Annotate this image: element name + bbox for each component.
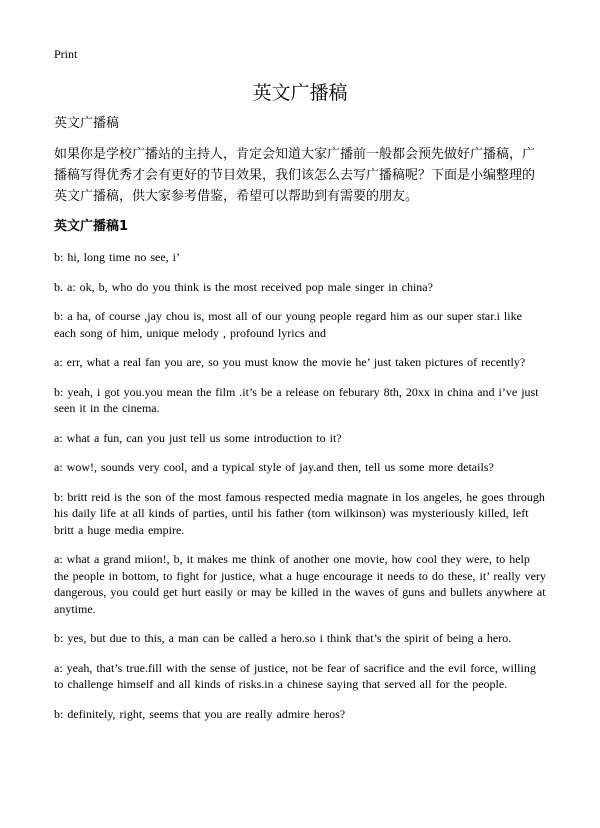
dialogue-paragraph: b: yeah, i got you.you mean the film .it’s be a release on feburary 8th, 20xx in china and i’ve just seen it in the cinema. [54,384,539,415]
dialogue-paragraph: a: what a grand miion!, b, it makes me think of another one movie, how cool they were, to help the people in bottom, to fight for justice, what a huge encourage it needs to do these, it’ really very dangerous, you could get hurt easily or may be killed in the waves of guns and bullets anywhere at anytime. [54,552,546,616]
dialogue-body [54,249,546,722]
dialogue-paragraph: b. a: ok, b, who do you think is the most received pop male singer in china? [54,279,433,294]
dialogue-paragraph: a: what a fun, can you just tell us some introduction to it? [54,430,342,445]
intro-paragraph: 如果你是学校广播站的主持人，肯定会知道大家广播前一般都会预先做好广播稿，广播稿写得优秀才会有更好的节目效果，我们该怎么去写广播稿呢？下面是小编整理的英文广播稿，供大家参考借鉴，希望可以帮助到有需要的朋友。 [54,147,536,204]
dialogue-paragraph: a: wow!, sounds very cool, and a typical style of jay.and then, tell us some more details? [54,460,494,474]
dialogue-paragraph: b: yes, but due to this, a man can be called a hero.so i think that’s the spirit of being a hero. [54,631,512,645]
dialogue-paragraph: b: a ha, of course ,jay chou is, most all of our young people regard him as our super star.i like each song of him, unique melody , profound lyrics and [54,309,522,340]
section-heading: 英文广播稿1 [54,219,129,234]
document-subtitle: 英文广播稿 [54,116,120,131]
dialogue-paragraph: b: britt reid is the son of the most famous respected media magnate in los angeles, he goes through his daily life at all kinds of parties, until his father (tom wilkinson) was mysteriously killed, left britt a huge media empire. [54,489,545,537]
dialogue-paragraph: b: hi, long time no see, i’ [54,250,180,264]
dialogue-paragraph: a: yeah, that’s true.fill with the sense of justice, not be fear of sacrifice and the evil force, willing to challenge himself and all kinds of risks.in a chinese saying that served all for the people. [54,660,536,691]
dialogue-paragraph: a: err, what a real fan you are, so you must know the movie he’ just taken pictures of recently? [54,355,526,369]
document-title: 英文广播稿 [252,82,348,104]
print-label: Print [54,47,78,61]
dialogue-paragraph: b: definitely, right, seems that you are really admire heros? [54,706,346,721]
